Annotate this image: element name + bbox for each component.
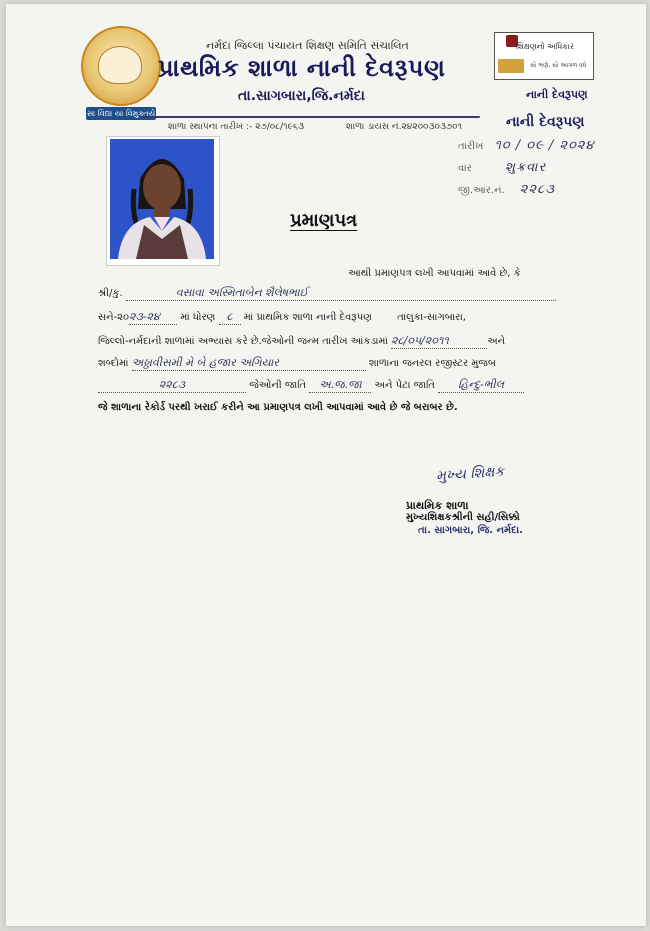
signature-title: મુખ્યશિક્ષકશ્રીની સહી/સિક્કો — [406, 512, 520, 523]
day-label: વાર — [458, 163, 472, 174]
book-icon — [498, 59, 524, 73]
saraswati-figure-icon — [98, 46, 142, 84]
caste-value: અ.જ.જા — [309, 378, 371, 393]
rte-logo-tagline: સૌ ભણે, સૌ આગળ વધે — [530, 62, 587, 69]
logo-motto-banner: સા વિદ્યા યા વિમુક્તયે — [86, 109, 156, 118]
closing-statement: જે શાળાના રેકોર્ડ પરથી ખરાઈ કરીને આ પ્રમાણપત્ર લખી આપવામાં આવે છે જે બરાબર છે. — [98, 402, 458, 413]
subcaste-label: અને પેટા જાતિ — [374, 380, 435, 391]
handwritten-signature: મુખ્ય શિક્ષક — [435, 463, 505, 485]
gr-row — [458, 178, 555, 197]
year-std-line — [98, 310, 466, 325]
std-suffix: માં પ્રાથમિક શાળા નાની દેવરૂપણ — [243, 312, 372, 323]
name-prefix: શ્રી/કુ. — [98, 288, 123, 299]
dob-line — [98, 334, 505, 349]
date-label: તારીખ — [458, 141, 484, 152]
taluka-district-line: તા.સાગબારા,જિ.નર્મદા — [238, 88, 365, 104]
managing-body-line: નર્મદા જિલ્લા પંચાયત શિક્ષણ સમિતિ સંચાલિત — [206, 39, 409, 52]
gr-value: ૨૨૮૩ — [519, 182, 555, 197]
day-value: શુક્રવાર — [504, 160, 547, 175]
student-name-line — [98, 286, 556, 301]
signature-location: તા. સાગબારા, જિ. નર્મદા. — [418, 525, 523, 536]
dise-code: શાળા ડાયસ નં.૨૪૨૦૦૩૦૩૭૦૧ — [346, 122, 462, 132]
signature-school: પ્રાથમિક શાળા — [406, 499, 469, 512]
date-value: ૧૦ / ૦૯ / ૨૦૨૪ — [494, 138, 595, 153]
village-name-large: નાની દેવરૂપણ — [506, 114, 585, 130]
caste-line — [98, 378, 524, 393]
date-row — [458, 134, 595, 153]
header-divider — [141, 98, 488, 118]
student-name: વસાવા અસ્મિતાબેન શૈલેષભાઈ — [126, 286, 556, 301]
caste-label: જેઓની જાતિ — [249, 380, 307, 391]
day-row — [458, 156, 546, 175]
std-value: ૮ — [219, 310, 241, 325]
dob-prefix: જિલ્લો-નર્મદાની શાળામાં અભ્યાસ કરે છે.જેઓની જન્મ તારીખ આંકડામાં — [98, 336, 388, 347]
rte-logo-label: શિક્ષણનો અધિકાર — [516, 42, 575, 51]
dob-digits: ૨૮/૦૫/૨૦૧૧ — [391, 334, 487, 349]
subcaste-value: હિન્દુ-ભીલ — [438, 378, 524, 393]
year-value: ૨૩-૨૪ — [129, 310, 177, 325]
dob-words: અઠ્ઠાવીસમી મે બે હજાર અગિયાર — [132, 356, 366, 371]
establishment-date: શાળા સ્થાપના તારીખ :- ૨૭/૦૮/૧૯૬૩ — [168, 122, 304, 132]
dob-words-line — [98, 356, 496, 371]
student-portrait-icon — [110, 139, 214, 259]
school-name-heading: પ્રાથમિક શાળા નાની દેવરૂપણ — [158, 54, 446, 82]
certificate-page — [6, 4, 646, 926]
register-text: શાળાના જનરલ રજીસ્ટર મુજબ — [368, 358, 496, 369]
gr-number: ૨૨૮૩ — [98, 378, 246, 393]
village-name-small: નાની દેવરૂપણ — [526, 88, 588, 101]
certificate-intro: આથી પ્રમાણપત્ર લખી આપવામાં આવે છે, કે — [348, 268, 521, 279]
student-photo — [110, 139, 214, 259]
words-label: શબ્દોમાં — [98, 358, 129, 369]
year-prefix: સને-૨૦ — [98, 312, 130, 323]
std-text: માં ધોરણ — [180, 312, 216, 323]
gr-label: જી.આર.નં. — [458, 185, 505, 196]
certificate-title: પ્રમાણપત્ર — [290, 210, 358, 231]
taluka-text: તાલુકા-સાગબારા, — [397, 312, 466, 323]
and-text: અને — [487, 336, 506, 347]
